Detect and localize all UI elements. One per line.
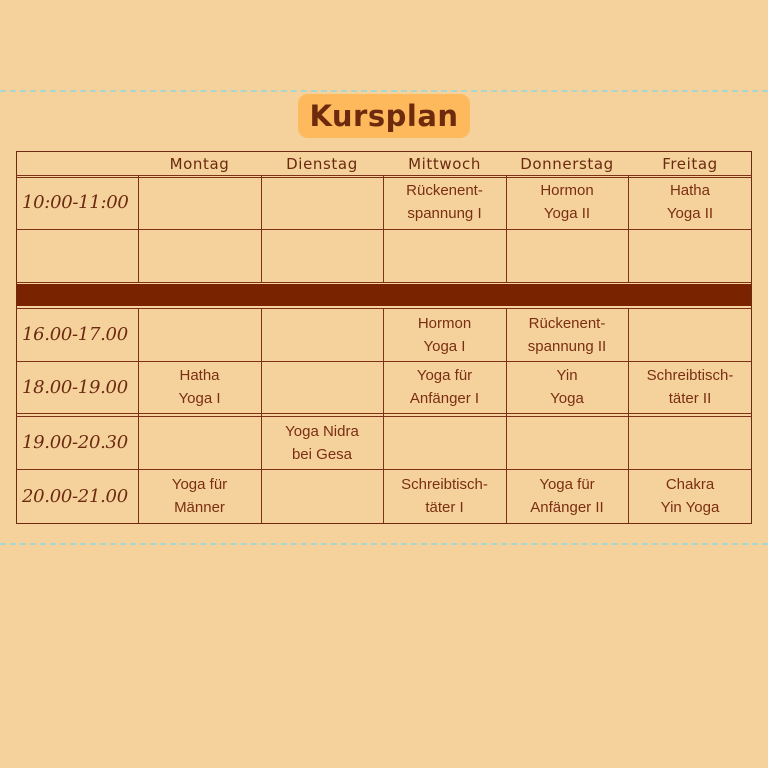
course-cell — [261, 469, 383, 523]
course-name — [647, 364, 734, 410]
course-name-line: Rückenent- — [406, 182, 483, 199]
course-cell — [506, 229, 628, 282]
grid-hline — [16, 282, 752, 283]
day-header-mittwoch: Mittwoch — [408, 155, 481, 173]
course-cell — [628, 308, 752, 361]
course-name-line: Schreibtisch- — [646, 367, 734, 384]
course-name — [179, 364, 221, 410]
time-slot-label: 10:00-11:00 — [22, 191, 129, 213]
course-name-line: Yoga II — [543, 205, 591, 222]
course-cell — [261, 175, 383, 229]
day-header-freitag: Freitag — [662, 155, 718, 173]
course-name-line: Yoga I — [178, 390, 221, 407]
course-cell — [506, 175, 628, 229]
course-cell — [628, 361, 752, 413]
course-name-line: Chakra — [665, 476, 715, 493]
schedule-table — [16, 151, 752, 524]
day-header-dienstag: Dienstag — [286, 155, 358, 173]
course-name-line: Yoga I — [423, 337, 466, 355]
time-slot-label: 19.00-20.30 — [22, 432, 128, 453]
course-name-line: Anfänger II — [530, 499, 604, 516]
page-title: Kursplan — [298, 94, 470, 138]
course-name — [406, 179, 483, 225]
course-name — [550, 364, 584, 410]
course-name-line: Yin Yoga — [660, 499, 720, 516]
time-slot-label: 20.00-21.00 — [22, 485, 128, 507]
course-name — [418, 312, 471, 358]
course-cell — [261, 308, 383, 361]
course-name-line: Hatha — [669, 182, 710, 199]
course-cell — [628, 229, 752, 282]
course-cell — [138, 308, 261, 361]
course-name — [667, 179, 713, 225]
course-name — [285, 420, 359, 466]
course-name — [528, 312, 606, 358]
course-cell — [628, 416, 752, 469]
course-name-line: spannung II — [527, 337, 607, 355]
course-cell — [383, 175, 506, 229]
course-name-line: Anfänger I — [409, 390, 480, 407]
course-cell — [506, 308, 628, 361]
course-cell — [383, 229, 506, 282]
course-name-line: täter I — [425, 499, 464, 516]
course-name-line: Yoga — [550, 390, 584, 407]
course-cell — [138, 416, 261, 469]
course-name-line: Männer — [174, 499, 225, 516]
course-name — [410, 364, 479, 410]
course-cell — [383, 469, 506, 523]
course-name — [530, 473, 603, 519]
course-name-line: Yoga II — [666, 205, 714, 222]
top-guide-line — [0, 90, 768, 92]
course-cell — [383, 416, 506, 469]
course-cell — [138, 361, 261, 413]
course-name-line: Yin — [556, 367, 578, 384]
course-name-line: Schreibtisch- — [401, 476, 488, 493]
course-name-line: Yoga für — [171, 476, 228, 493]
course-cell — [138, 469, 261, 523]
course-name-line: Hormon — [540, 182, 594, 199]
course-cell — [138, 175, 261, 229]
course-name-line: Yoga für — [539, 476, 595, 493]
course-cell — [261, 229, 383, 282]
course-cell — [383, 361, 506, 413]
course-name-line: spannung I — [407, 205, 482, 222]
course-name — [540, 179, 593, 225]
bottom-guide-line — [0, 543, 768, 545]
course-cell — [506, 469, 628, 523]
grid-hline — [16, 413, 752, 414]
course-cell — [383, 308, 506, 361]
time-slot-label: 16.00-17.00 — [22, 324, 128, 345]
course-name-line: Hatha — [179, 367, 220, 384]
course-name — [401, 473, 488, 519]
course-name-line: Yoga Nidra — [285, 422, 359, 440]
day-header-donnerstag: Donnerstag — [520, 155, 614, 173]
course-name — [172, 473, 227, 519]
course-name-line: Yoga für — [416, 367, 473, 384]
course-cell — [261, 361, 383, 413]
break-bar — [17, 284, 751, 306]
course-name — [661, 473, 720, 519]
day-header-montag: Montag — [169, 155, 230, 173]
course-name-line: täter II — [668, 390, 712, 407]
course-name-line: Hormon — [417, 314, 472, 332]
course-cell — [506, 416, 628, 469]
course-cell — [138, 229, 261, 282]
time-slot-label — [16, 229, 138, 282]
course-cell — [628, 175, 752, 229]
course-cell — [628, 469, 752, 523]
course-name-line: bei Gesa — [291, 445, 353, 463]
course-cell — [261, 416, 383, 469]
course-cell — [506, 361, 628, 413]
time-slot-label: 18.00-19.00 — [22, 376, 128, 398]
course-name-line: Rückenent- — [528, 314, 606, 332]
